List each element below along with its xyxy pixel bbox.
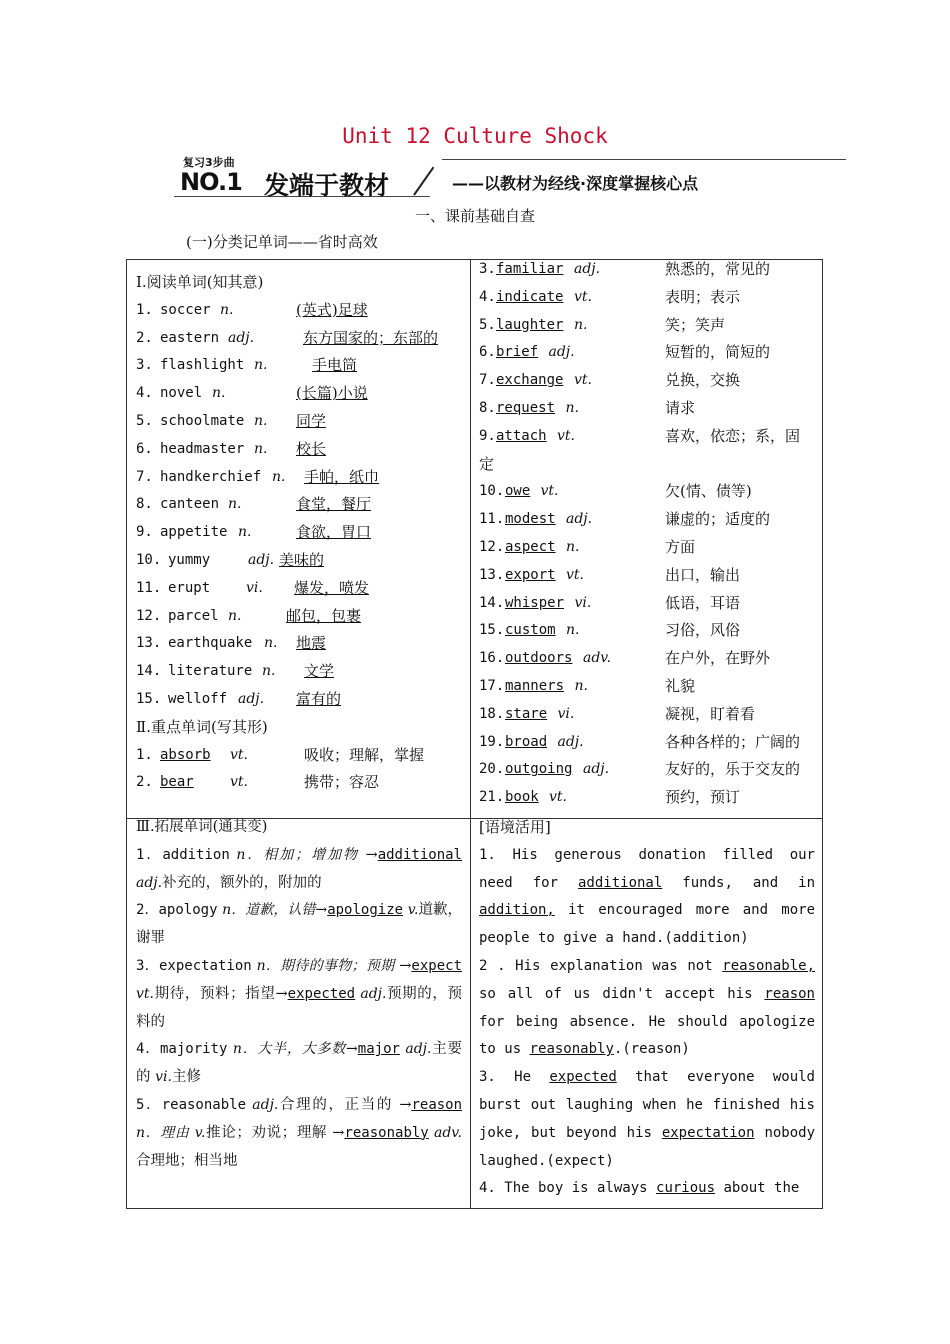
answer-blank: expectation	[661, 1124, 755, 1141]
answer-blank: additional	[377, 846, 462, 863]
vocab-row	[479, 617, 819, 645]
banner-heading: 发端于教材	[264, 171, 390, 200]
vocab-row	[479, 256, 819, 284]
answer-blank: expected	[549, 1069, 617, 1086]
vocab-number: 20.	[479, 761, 505, 778]
part-of-speech: n.	[220, 301, 234, 318]
vocab-row	[136, 325, 466, 353]
vocab-row	[479, 756, 819, 784]
answer-blank: owe	[505, 483, 531, 500]
vocab-number: 15.	[136, 690, 162, 707]
answer-blank: reason	[764, 985, 815, 1002]
part-of-speech: vt.	[574, 372, 592, 389]
arrow-icon: →	[365, 846, 378, 863]
vocab-word: earthquake	[168, 635, 253, 652]
part-of-speech: n.	[254, 440, 268, 457]
vocab-row	[479, 367, 819, 395]
vocab-row	[479, 534, 819, 562]
answer-blank: absorb	[160, 746, 211, 763]
answer-blank: manners	[505, 677, 565, 694]
part-of-speech: adj.	[557, 733, 584, 750]
section-label-reading: Ⅰ.阅读单词(知其意)	[136, 273, 264, 291]
vocab-number: 11.	[479, 511, 505, 528]
vocab-meaning: 兑换，交换	[665, 371, 741, 390]
vocab-number: 14.	[136, 663, 162, 680]
vocab-meaning: 笑；笑声	[665, 315, 726, 334]
vocab-word: schoolmate	[160, 412, 245, 429]
vocab-meaning: 吸收；理解，掌握	[304, 745, 425, 764]
vocab-number: 3.	[136, 357, 153, 374]
vocab-number: 13.	[479, 566, 505, 583]
vocab-number: 19.	[479, 733, 505, 750]
answer-blank: familiar	[496, 261, 564, 277]
answer-blank: aspect	[505, 538, 556, 555]
part-of-speech: vt.	[557, 427, 575, 444]
vocab-word: appetite	[160, 524, 228, 541]
section-label-extended: Ⅲ.拓展单词(通其变)	[136, 819, 268, 835]
vocab-number: 5.	[136, 412, 153, 429]
answer-blank: 手电筒	[312, 356, 358, 375]
part-of-speech: vi.	[246, 579, 263, 596]
part-of-speech: n.	[228, 496, 242, 513]
part-of-speech: adj.	[238, 690, 265, 707]
answer-blank: exchange	[496, 372, 564, 389]
answer-blank: brief	[496, 344, 539, 361]
vocab-number: 12.	[479, 538, 505, 555]
answer-blank: custom	[505, 622, 556, 639]
answer-blank: major	[357, 1041, 400, 1058]
arrow-icon: →	[399, 957, 412, 974]
answer-blank: modest	[505, 511, 556, 528]
vocab-row	[136, 519, 466, 547]
part-of-speech: n.	[574, 677, 588, 694]
answer-blank: outdoors	[505, 650, 573, 667]
vocab-number: 12.	[136, 607, 162, 624]
section-label-context: [语境活用]	[479, 818, 551, 836]
vocab-word: headmaster	[160, 440, 245, 457]
subsection-heading: (一)分类记单词——省时高效	[186, 233, 378, 251]
part-of-speech: adj.	[548, 344, 575, 361]
part-of-speech: adj.	[248, 551, 275, 568]
answer-blank: expected	[287, 985, 356, 1002]
part-of-speech: adj.	[228, 329, 255, 346]
answer-blank: book	[505, 789, 539, 806]
answer-blank: request	[496, 399, 556, 416]
vocab-number: 11.	[136, 579, 162, 596]
banner-subheading: ——以教材为经线·深度掌握核心点	[452, 174, 699, 193]
answer-blank: laughter	[496, 316, 564, 333]
vocab-row	[136, 769, 466, 797]
vocab-row	[479, 423, 819, 451]
part-of-speech: n.	[228, 607, 242, 624]
answer-blank: 美味的	[279, 550, 325, 569]
banner-number: NO.1	[180, 168, 242, 196]
part-of-speech: adj.	[574, 261, 601, 277]
part-of-speech: vi.	[557, 705, 575, 722]
vocab-row	[136, 380, 466, 408]
vocab-row	[136, 686, 466, 714]
part-of-speech: n.	[212, 385, 226, 402]
key-words-cell	[479, 256, 819, 812]
vocab-row	[479, 673, 819, 701]
vocab-meaning: 请求	[665, 398, 696, 417]
vocab-number: 6.	[479, 344, 496, 361]
part-of-speech: vt.	[574, 288, 592, 305]
section-label-key: Ⅱ.重点单词(写其形)	[136, 717, 268, 736]
vocab-row	[136, 575, 466, 603]
page-title: Unit 12 Culture Shock	[342, 124, 608, 148]
vocab-meaning: 方面	[665, 537, 696, 556]
vocab-number: 1.	[136, 746, 153, 763]
answer-blank: reason	[411, 1096, 463, 1113]
vocab-number: 5.	[479, 316, 496, 333]
vocab-number: 15.	[479, 622, 505, 639]
vocab-number: 7.	[479, 372, 496, 389]
answer-blank: 邮包，包裹	[286, 606, 362, 625]
vocab-number: 1.	[136, 301, 153, 318]
answer-blank: (长篇)小说	[296, 384, 368, 403]
vocab-word: handkerchief	[160, 468, 262, 485]
vocab-row	[479, 506, 819, 534]
answer-blank: 东方国家的；东部的	[303, 328, 439, 347]
list-item: 1．addition n．相加；增加物 →additional adj.补充的，额外的，附加的	[136, 846, 462, 891]
vocab-meaning: 在户外，在野外	[665, 649, 771, 668]
vocab-row	[479, 284, 819, 312]
context-practice-cell	[479, 814, 815, 1203]
answer-blank: reasonably	[529, 1041, 614, 1058]
part-of-speech: adj.	[583, 761, 610, 778]
part-of-speech: vi.	[574, 594, 592, 611]
answer-blank: reasonably	[344, 1124, 429, 1141]
part-of-speech: vt.	[230, 746, 248, 763]
vocab-number: 8.	[479, 399, 496, 416]
vocab-meaning: 喜欢，依恋；系，固	[665, 426, 801, 445]
answer-blank: addition,	[479, 902, 555, 919]
part-of-speech: n.	[272, 468, 286, 485]
vocab-number: 10.	[479, 483, 505, 500]
vocab-row	[479, 478, 819, 506]
answer-blank: (英式)足球	[296, 300, 368, 319]
vocab-row	[136, 352, 466, 380]
vocab-meaning: 出口，输出	[665, 565, 741, 584]
vocab-number: 2.	[136, 329, 153, 346]
vocab-number: 14.	[479, 594, 505, 611]
list-item: 2．apology n．道歉，认错→apologize v.道歉，谢罪	[136, 902, 463, 947]
vocab-number: 17.	[479, 677, 505, 694]
part-of-speech: adv.	[583, 650, 612, 667]
part-of-speech: vt.	[566, 566, 584, 583]
vocab-meaning: 预约，预订	[665, 788, 741, 807]
answer-blank: additional	[578, 874, 663, 891]
part-of-speech: n.	[254, 412, 268, 429]
part-of-speech: n.	[262, 663, 276, 680]
part-of-speech: vt.	[230, 774, 248, 791]
answer-blank: 食堂，餐厅	[296, 495, 372, 514]
answer-blank: export	[505, 566, 556, 583]
vocab-meaning: 欠(情、债等)	[665, 482, 752, 501]
part-of-speech: vt.	[549, 789, 567, 806]
answer-blank: stare	[505, 705, 548, 722]
section-heading: 一、课前基础自查	[414, 207, 535, 225]
answer-blank: curious	[656, 1180, 716, 1197]
vocab-number: 16.	[479, 650, 505, 667]
answer-blank: 食欲，胃口	[296, 523, 372, 542]
vocab-word: erupt	[168, 579, 211, 596]
vocab-row	[136, 547, 466, 575]
part-of-speech: adj.	[566, 511, 593, 528]
vocab-number: 4.	[479, 288, 496, 305]
vocab-row	[136, 491, 466, 519]
part-of-speech: n.	[574, 316, 588, 333]
vocab-meaning: 熟悉的，常见的	[665, 260, 771, 278]
vocab-word: eastern	[160, 329, 220, 346]
vocab-number: 18.	[479, 705, 505, 722]
extended-words-cell	[136, 814, 462, 1175]
vocab-word: novel	[160, 385, 203, 402]
vocab-meaning-continued: 定	[479, 454, 495, 473]
vocab-row	[136, 742, 466, 770]
list-item: 3．expectation n．期待的事物；预期 →expect vt.期待，预料；指望→expected adj.预期的，预料的	[136, 957, 463, 1030]
vocab-row	[479, 339, 819, 367]
vocab-meaning: 短暂的，简短的	[665, 343, 771, 362]
part-of-speech: vt.	[540, 483, 559, 500]
vocab-meaning: 礼貌	[665, 676, 696, 695]
banner-rule-top	[442, 159, 846, 160]
arrow-icon: →	[399, 1096, 412, 1113]
vocab-row	[136, 464, 466, 492]
vocab-word: flashlight	[160, 357, 245, 374]
answer-blank: 爆发，喷发	[294, 578, 370, 597]
vocab-meaning: 各种各样的；广阔的	[665, 732, 801, 751]
part-of-speech: n.	[254, 357, 268, 374]
vocab-number: 2.	[136, 774, 153, 791]
vocab-number: 9.	[136, 524, 153, 541]
vocab-number: 9.	[479, 427, 496, 444]
vocab-number: 8.	[136, 496, 153, 513]
part-of-speech: n.	[566, 622, 580, 639]
part-of-speech: n.	[264, 635, 278, 652]
vocab-number: 21.	[479, 789, 505, 806]
vocab-meaning: 凝视，盯着看	[665, 704, 756, 723]
vocab-meaning: 携带；容忍	[304, 773, 380, 792]
vocab-row	[479, 562, 819, 590]
answer-blank: 校长	[296, 439, 327, 458]
vocab-word: parcel	[168, 607, 219, 624]
part-of-speech: n.	[566, 538, 580, 555]
reading-words-cell	[136, 269, 466, 797]
vocab-row	[479, 590, 819, 618]
vocab-word: literature	[168, 663, 253, 680]
vocab-word: soccer	[160, 301, 211, 318]
table-divider-vertical	[470, 259, 471, 1209]
answer-blank: attach	[496, 427, 547, 444]
vocab-row	[479, 312, 819, 340]
vocab-number: 10.	[136, 551, 162, 568]
list-item: 4．majority n．大半，大多数→major adj.主要的 vi.主修	[136, 1041, 463, 1086]
vocab-number: 13.	[136, 635, 162, 652]
list-item: 3. He expected that everyone would burst out laughing when he finished his joke, but beyond his expectation nobody laughed.(expect)	[479, 1069, 816, 1169]
answer-blank: indicate	[496, 288, 564, 305]
vocab-row	[479, 645, 819, 673]
vocab-row	[136, 658, 466, 686]
arrow-icon: →	[332, 1124, 345, 1141]
vocab-row	[136, 436, 466, 464]
answer-blank: reasonable,	[722, 957, 815, 974]
vocab-word: welloff	[168, 690, 228, 707]
answer-blank: apologize	[327, 902, 404, 919]
list-item: 1. His generous donation filled our need for additional funds, and in addition, it encouraged more and more people to give a hand.(addition)	[479, 846, 816, 947]
vocab-meaning: 表明；表示	[665, 287, 741, 306]
answer-blank: 富有的	[296, 689, 342, 708]
answer-blank: whisper	[505, 594, 565, 611]
answer-blank: outgoing	[505, 761, 573, 778]
vocab-row	[479, 784, 819, 812]
answer-blank: 同学	[296, 411, 327, 430]
vocab-number: 4.	[136, 385, 153, 402]
part-of-speech: n.	[565, 399, 579, 416]
vocab-word: yummy	[168, 551, 211, 568]
answer-blank: bear	[160, 774, 194, 791]
vocab-meaning: 低语，耳语	[665, 593, 741, 612]
banner-small-label: 复习3步曲	[183, 156, 235, 169]
answer-blank: 地震	[296, 634, 327, 653]
answer-blank: 手帕，纸巾	[304, 467, 380, 486]
banner-slash	[413, 167, 434, 196]
vocab-meaning: 谦虚的；适度的	[665, 510, 771, 529]
vocab-row	[136, 408, 466, 436]
answer-blank: expect	[411, 957, 462, 974]
part-of-speech: n.	[238, 524, 252, 541]
vocab-meaning: 习俗，风俗	[665, 621, 741, 640]
vocab-row	[136, 630, 466, 658]
list-item: 5．reasonable adj.合理的，正当的 →reason n．理由 v.推论；劝说；理解 →reasonably adv.合理地；相当地	[136, 1096, 463, 1169]
vocab-number: 6.	[136, 440, 153, 457]
vocab-row	[479, 729, 819, 757]
list-item: 2 . His explanation was not reasonable, so all of us didn't accept his reason for being absence. He should apologize to us reasonably.(reason)	[479, 957, 815, 1058]
answer-blank: 文学	[304, 662, 335, 681]
vocab-meaning: 友好的，乐于交友的	[665, 760, 801, 779]
vocab-word: canteen	[160, 496, 220, 513]
vocab-number: 3.	[479, 261, 496, 277]
list-item: 4. The boy is always curious about the	[479, 1180, 800, 1197]
vocab-number: 7.	[136, 468, 153, 485]
answer-blank: broad	[505, 733, 548, 750]
vocab-row	[136, 297, 466, 325]
vocab-row	[136, 603, 466, 631]
vocab-row	[479, 701, 819, 729]
vocab-row	[479, 395, 819, 423]
section-banner	[174, 152, 846, 202]
